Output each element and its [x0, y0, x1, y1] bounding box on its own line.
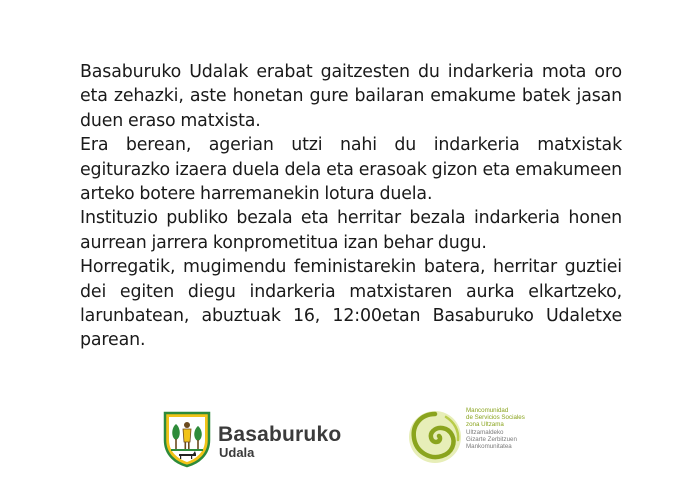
municipality-name: Basaburuko [218, 423, 342, 446]
mancomunidad-eu-line-1: Ultzamaldeko [466, 429, 504, 437]
mancomunidad-eu-line-3: Mankomunitatea [466, 442, 512, 450]
mancomunidad-es-line-2: de Servicios Sociales [466, 413, 525, 421]
mancomunidad-spanish-name [466, 408, 525, 428]
swirl-icon [406, 408, 464, 466]
statement-text [80, 60, 622, 353]
mancomunidad-es-line-3: zona Ultzama [466, 420, 504, 428]
statement-paragraph-1: Basaburuko Udalak erabat gaitzesten du indarkeria mota oro eta zehazki, aste honetan gure bailaran emakume batek jasan duen eraso matxista. [80, 62, 622, 131]
mancomunidad-text [466, 408, 525, 451]
basaburuko-logo [162, 408, 352, 468]
mancomunidad-logo [406, 406, 556, 468]
statement-paragraph-4: Horregatik, mugimendu feministarekin batera, herritar guztiei dei egiten diegu indarkeria matxistaren aurka elkartzeko, larunbatean, abuztuak 16, 12:00etan Basaburuko Udaletxe parean. [80, 257, 622, 351]
mancomunidad-basque-name [466, 430, 525, 450]
mancomunidad-eu-line-2: Gizarte Zerbitzuen [466, 436, 517, 444]
municipality-subtitle: Udala [219, 445, 255, 460]
statement-paragraph-2: Era berean, agerian utzi nahi du indarkeria matxistak egiturazko izaera duela dela eta erasoak gizon eta emakumeen arteko botere harremanekin lotura duela. [80, 135, 622, 205]
coat-of-arms-icon [162, 410, 212, 468]
statement-paragraph-3: Instituzio publiko bezala eta herritar bezala indarkeria honen aurrean jarrera konprometitua izan behar dugu. [80, 208, 622, 253]
mancomunidad-es-line-1: Mancomunidad [466, 407, 509, 414]
